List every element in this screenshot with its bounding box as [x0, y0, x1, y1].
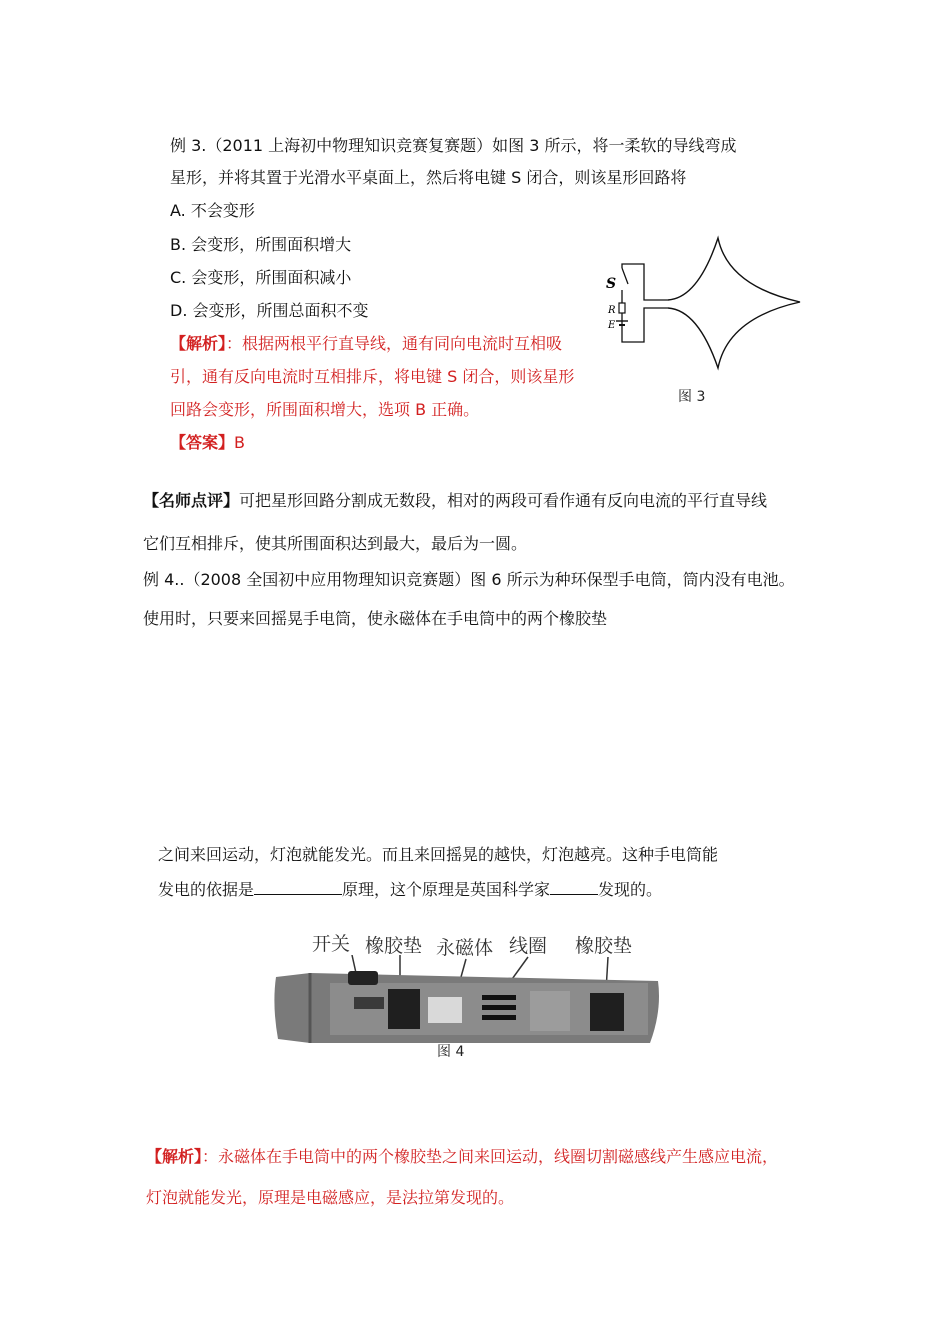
ex3-answer-value: B: [234, 433, 245, 452]
switch-label: S: [606, 276, 617, 292]
ex4-blank-suffix: 发现的。: [598, 880, 663, 899]
label-rubber-pad-2: 橡胶垫: [575, 935, 633, 957]
label-magnet: 永磁体: [436, 937, 494, 959]
answer-blank-2[interactable]: [550, 878, 598, 895]
ex3-analysis-tag: 【解析】: [170, 334, 227, 353]
ex4-question-line-3: 之间来回运动，灯泡就能发光。而且来回摇晃的越快，灯泡越亮。这种手电筒能: [158, 845, 719, 864]
ex3-analysis-text: ：根据两根平行直导线，通有同向电流时互相吸: [226, 334, 563, 353]
ex4-question-line-4: [158, 878, 662, 901]
battery-label: E: [608, 320, 616, 331]
ex3-answer-line: [170, 432, 245, 454]
ex3-answer-tag: 【答案】: [170, 433, 235, 452]
comment-tag: 【名师点评】: [143, 491, 240, 510]
figure-4-caption: 图 4: [437, 1044, 465, 1060]
star-loop: [668, 238, 800, 368]
ex4-analysis-line-2: 灯泡就能发光，原理是电磁感应，是法拉第发现的。: [146, 1188, 515, 1207]
comment-line-1: [143, 490, 767, 512]
answer-blank-1[interactable]: [254, 878, 342, 895]
ex4-analysis-text: ：永磁体在手电筒中的两个橡胶垫之间来回运动，线圈切割磁感线产生感应电流，: [202, 1147, 779, 1166]
ex3-option-a: A. 不会变形: [170, 201, 255, 220]
ex3-question-line-1: 例 3.（2011 上海初中物理知识竞赛复赛题）如图 3 所示，将一柔软的导线弯成: [170, 136, 737, 155]
flashlight-body: [270, 955, 662, 1055]
ex3-question-line-2: 星形，并将其置于光滑水平桌面上，然后将电键 S 闭合，则该星形回路将: [170, 168, 687, 187]
resistor-label: R: [608, 305, 616, 316]
ex4-question-line-2: 使用时，只要来回摇晃手电筒，使永磁体在手电筒中的两个橡胶垫: [143, 609, 608, 628]
ex4-question-line-1: 例 4..（2008 全国初中应用物理知识竞赛题）图 6 所示为种环保型手电筒，筒内没有电池。: [143, 570, 795, 589]
ex3-option-d: D. 会变形，所围总面积不变: [170, 301, 369, 320]
ex3-option-b: B. 会变形，所围面积增大: [170, 235, 352, 254]
ex4-analysis-line-1: [146, 1146, 778, 1168]
label-rubber-pad-1: 橡胶垫: [365, 935, 423, 957]
label-switch: 开关: [312, 933, 351, 955]
ex3-analysis-line-3: 回路会变形，所围面积增大，选项 B 正确。: [170, 400, 480, 419]
ex3-option-c: C. 会变形，所围面积减小: [170, 268, 352, 287]
ex3-analysis-line-1: [170, 333, 562, 355]
figure-3-caption: 图 3: [678, 389, 706, 405]
ex4-blank-prefix: 发电的依据是: [158, 880, 255, 899]
ex4-blank-middle: 原理，这个原理是英国科学家: [342, 880, 551, 899]
comment-line-2: 它们互相排斥，使其所围面积达到最大，最后为一圆。: [143, 534, 528, 553]
comment-text: 可把星形回路分割成无数段，相对的两段可看作通有反向电流的平行直导线: [239, 491, 768, 510]
label-coil: 线圈: [509, 935, 548, 957]
figure-4-flashlight: [270, 925, 662, 1055]
figure-3-star-circuit: [600, 228, 810, 378]
ex3-analysis-line-2: 引，通有反向电流时互相排斥，将电键 S 闭合，则该星形: [170, 367, 575, 386]
ex4-analysis-tag: 【解析】: [146, 1147, 203, 1166]
